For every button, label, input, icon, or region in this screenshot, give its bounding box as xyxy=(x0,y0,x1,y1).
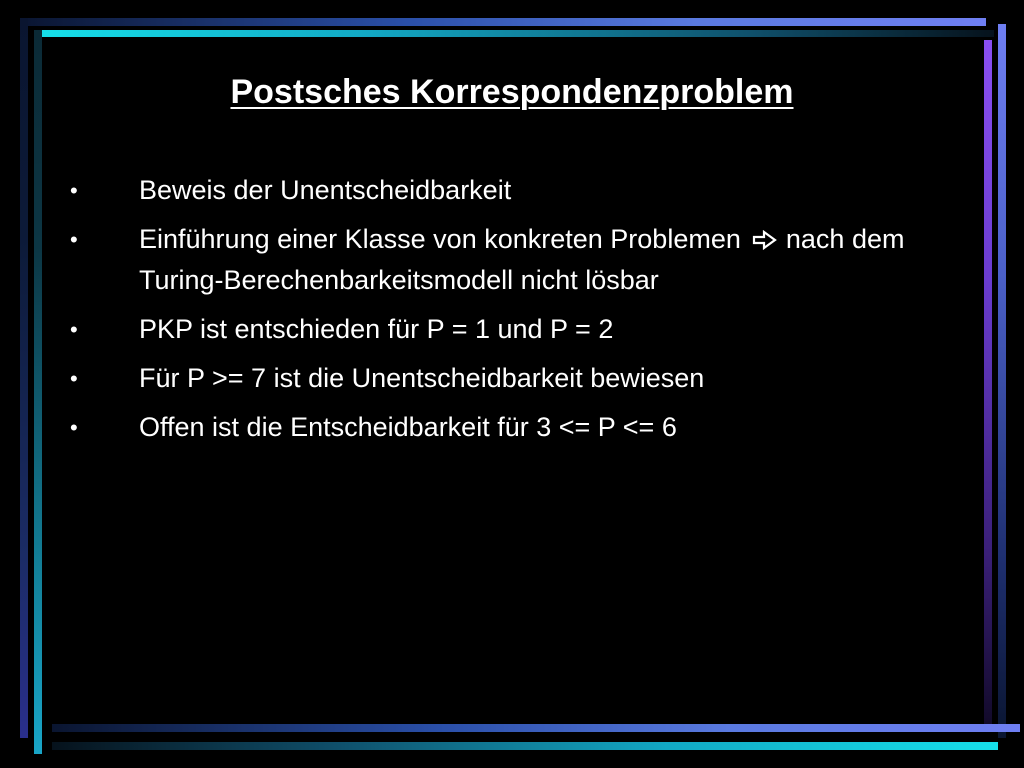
frame-left-inner-bar xyxy=(34,30,42,754)
bullet-text-continued: nach dem Turing-Berechenbarkeitsmodell nicht lösbar xyxy=(139,224,905,295)
bullet-marker: • xyxy=(70,227,78,252)
bullet-item xyxy=(70,358,960,399)
slide-title: Postsches Korrespondenzproblem xyxy=(230,73,794,111)
bullet-text: PKP ist entschieden für P = 1 und P = 2 xyxy=(139,314,614,344)
bullet-item xyxy=(70,309,960,350)
bullet-list xyxy=(70,170,960,456)
bullet-text: Für P >= 7 ist die Unentscheidbarkeit bewiesen xyxy=(139,363,705,393)
bullet-marker: • xyxy=(70,317,78,342)
bullet-text: Offen ist die Entscheidbarkeit für 3 <= P <= 6 xyxy=(139,412,677,442)
bullet-item xyxy=(70,407,960,448)
frame-right-outer-bar xyxy=(998,24,1006,738)
bullet-marker: • xyxy=(70,415,78,440)
bullet-marker: • xyxy=(70,178,78,203)
frame-top-outer-bar xyxy=(20,18,986,26)
bullet-item xyxy=(70,170,960,211)
right-arrow-outline-icon xyxy=(752,230,778,250)
bullet-text: Einführung einer Klasse von konkreten Problemen xyxy=(139,224,741,254)
bullet-text: Beweis der Unentscheidbarkeit xyxy=(139,175,512,205)
frame-top-inner-bar xyxy=(34,30,994,37)
frame-bottom-inner-bar xyxy=(52,742,998,750)
frame-right-inner-bar xyxy=(984,40,992,724)
bullet-marker: • xyxy=(70,366,78,391)
bullet-item xyxy=(70,219,960,301)
frame-bottom-outer-bar xyxy=(52,724,1020,732)
frame-left-outer-bar xyxy=(20,18,28,738)
